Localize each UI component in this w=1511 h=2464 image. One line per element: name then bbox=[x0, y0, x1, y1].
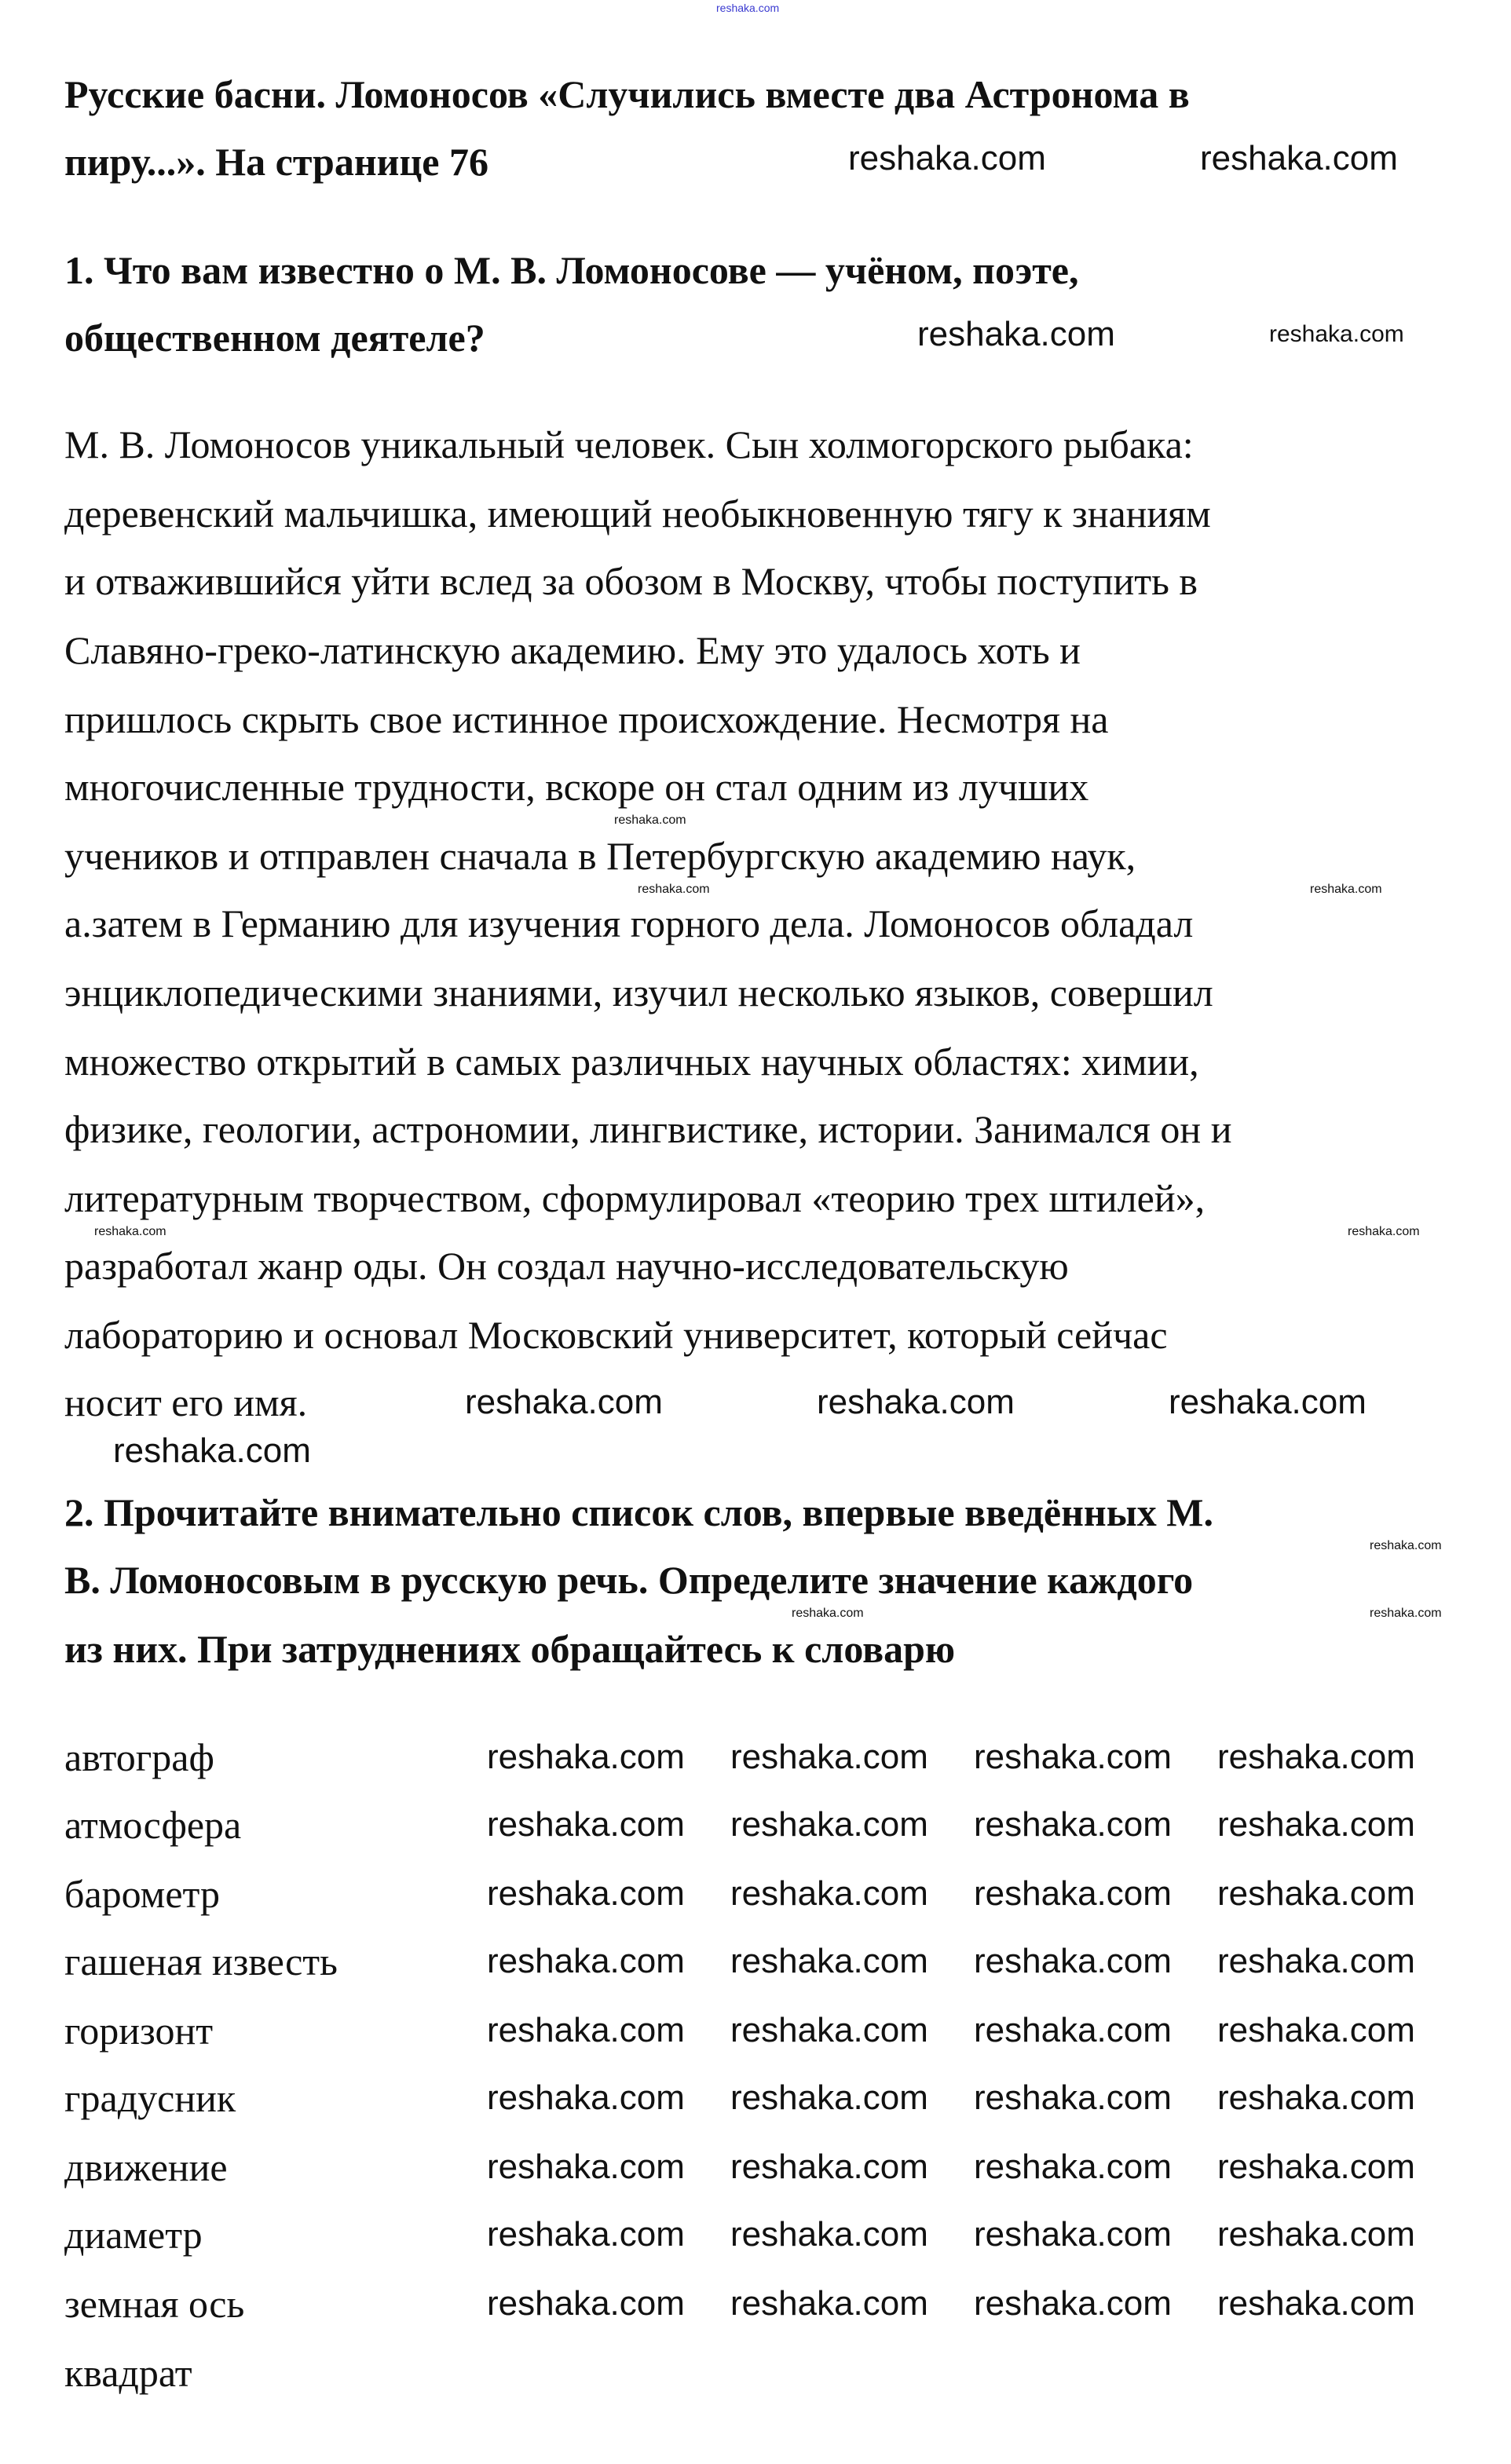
answer-line: а.затем в Германию для изучения горного дела. Ломоносов обладал bbox=[64, 901, 1194, 945]
watermark: reshaka.com bbox=[792, 1607, 864, 1620]
answer-line: многочисленные трудности, вскоре он стал одним из лучших bbox=[64, 765, 1089, 809]
watermark: reshaka.com bbox=[1370, 1539, 1442, 1552]
question-2-line-1: 2. Прочитайте внимательно список слов, впервые введённых М. bbox=[64, 1490, 1213, 1534]
watermark: reshaka.com bbox=[1348, 1225, 1420, 1238]
question-1-line-2: общественном деятеле? bbox=[64, 316, 485, 360]
answer-line: Славяно-греко-латинскую академию. Ему это удалось хоть и bbox=[64, 628, 1081, 672]
watermark: reshaka.com bbox=[487, 1874, 685, 1913]
watermark: reshaka.com bbox=[848, 139, 1046, 177]
watermark: reshaka.com bbox=[730, 1805, 928, 1844]
word-item: гашеная известь bbox=[64, 1939, 338, 1983]
answer-line: носит его имя. bbox=[64, 1380, 308, 1424]
watermark: reshaka.com bbox=[487, 2215, 685, 2254]
watermark: reshaka.com bbox=[974, 1805, 1172, 1844]
answer-line: множество открытий в самых различных научных областях: химии, bbox=[64, 1040, 1199, 1084]
watermark: reshaka.com bbox=[487, 2011, 685, 2049]
watermark: reshaka.com bbox=[1217, 1805, 1415, 1844]
watermark: reshaka.com bbox=[487, 2148, 685, 2186]
question-2-line-2: В. Ломоносовым в русскую речь. Определите значение каждого bbox=[64, 1558, 1194, 1602]
word-item: квадрат bbox=[64, 2351, 192, 2395]
watermark: reshaka.com bbox=[1169, 1383, 1366, 1421]
watermark: reshaka.com bbox=[974, 2284, 1172, 2323]
watermark: reshaka.com bbox=[730, 1738, 928, 1776]
watermark: reshaka.com bbox=[487, 2078, 685, 2117]
answer-line: учеников и отправлен сначала в Петербургскую академию наук, bbox=[64, 834, 1136, 878]
watermark: reshaka.com bbox=[730, 2215, 928, 2254]
watermark: reshaka.com bbox=[1217, 1874, 1415, 1913]
watermark: reshaka.com bbox=[614, 813, 686, 827]
page-title-line-2: пиру...». На странице 76 bbox=[64, 140, 488, 184]
watermark: reshaka.com bbox=[113, 1431, 311, 1470]
answer-line: деревенский мальчишка, имеющий необыкновенную тягу к знаниям bbox=[64, 492, 1211, 536]
watermark: reshaka.com bbox=[1269, 321, 1404, 347]
watermark: reshaka.com bbox=[730, 1874, 928, 1913]
answer-line: М. В. Ломоносов уникальный человек. Сын холмогорского рыбака: bbox=[64, 422, 1194, 466]
watermark: reshaka.com bbox=[974, 2215, 1172, 2254]
page-title-line-1: Русские басни. Ломоносов «Случились вместе два Астронома в bbox=[64, 72, 1190, 116]
watermark: reshaka.com bbox=[730, 2148, 928, 2186]
watermark: reshaka.com bbox=[730, 2011, 928, 2049]
watermark: reshaka.com bbox=[1310, 883, 1382, 896]
watermark: reshaka.com bbox=[1217, 2078, 1415, 2117]
question-1-line-1: 1. Что вам известно о М. В. Ломоносове — учёном, поэте, bbox=[64, 248, 1079, 292]
watermark: reshaka.com bbox=[1200, 139, 1398, 177]
watermark: reshaka.com bbox=[1217, 1942, 1415, 1980]
watermark: reshaka.com bbox=[1217, 1738, 1415, 1776]
watermark: reshaka.com bbox=[638, 883, 710, 896]
watermark: reshaka.com bbox=[817, 1383, 1015, 1421]
watermark: reshaka.com bbox=[487, 1738, 685, 1776]
watermark: reshaka.com bbox=[1217, 2011, 1415, 2049]
watermark: reshaka.com bbox=[730, 2078, 928, 2117]
watermark: reshaka.com bbox=[94, 1225, 166, 1238]
answer-line: лабораторию и основал Московский университет, который сейчас bbox=[64, 1313, 1168, 1357]
word-item: горизонт bbox=[64, 2009, 214, 2053]
answer-line: и отважившийся уйти вслед за обозом в Москву, чтобы поступить в bbox=[64, 559, 1198, 603]
watermark: reshaka.com bbox=[730, 2284, 928, 2323]
watermark: reshaka.com bbox=[1217, 2148, 1415, 2186]
watermark: reshaka.com bbox=[487, 1805, 685, 1844]
watermark: reshaka.com bbox=[730, 1942, 928, 1980]
watermark: reshaka.com bbox=[487, 2284, 685, 2323]
answer-line: разработал жанр оды. Он создал научно-исследовательскую bbox=[64, 1244, 1069, 1288]
answer-line: энциклопедическими знаниями, изучил несколько языков, совершил bbox=[64, 971, 1213, 1014]
watermark: reshaka.com bbox=[487, 1942, 685, 1980]
watermark: reshaka.com bbox=[917, 315, 1115, 353]
question-2-line-3: из них. При затруднениях обращайтесь к словарю bbox=[64, 1627, 956, 1671]
word-item: градусник bbox=[64, 2076, 236, 2120]
word-item: диаметр bbox=[64, 2213, 203, 2257]
watermark: reshaka.com bbox=[1217, 2284, 1415, 2323]
watermark: reshaka.com bbox=[974, 2078, 1172, 2117]
answer-line: литературным творчеством, сформулировал «теорию трех штилей», bbox=[64, 1176, 1206, 1220]
word-item: движение bbox=[64, 2145, 228, 2189]
watermark: reshaka.com bbox=[974, 1738, 1172, 1776]
word-item: барометр bbox=[64, 1872, 220, 1916]
watermark: reshaka.com bbox=[974, 1874, 1172, 1913]
watermark: reshaka.com bbox=[974, 2148, 1172, 2186]
watermark: reshaka.com bbox=[716, 2, 780, 14]
watermark: reshaka.com bbox=[1370, 1607, 1442, 1620]
watermark: reshaka.com bbox=[465, 1383, 663, 1421]
watermark: reshaka.com bbox=[1217, 2215, 1415, 2254]
word-item: атмосфера bbox=[64, 1803, 242, 1847]
answer-line: физике, геологии, астрономии, лингвистике, истории. Занимался он и bbox=[64, 1107, 1232, 1151]
watermark: reshaka.com bbox=[974, 2011, 1172, 2049]
word-item: автограф bbox=[64, 1735, 214, 1779]
word-item: земная ось bbox=[64, 2282, 245, 2326]
watermark: reshaka.com bbox=[974, 1942, 1172, 1980]
answer-line: пришлось скрыть свое истинное происхождение. Несмотря на bbox=[64, 697, 1109, 741]
